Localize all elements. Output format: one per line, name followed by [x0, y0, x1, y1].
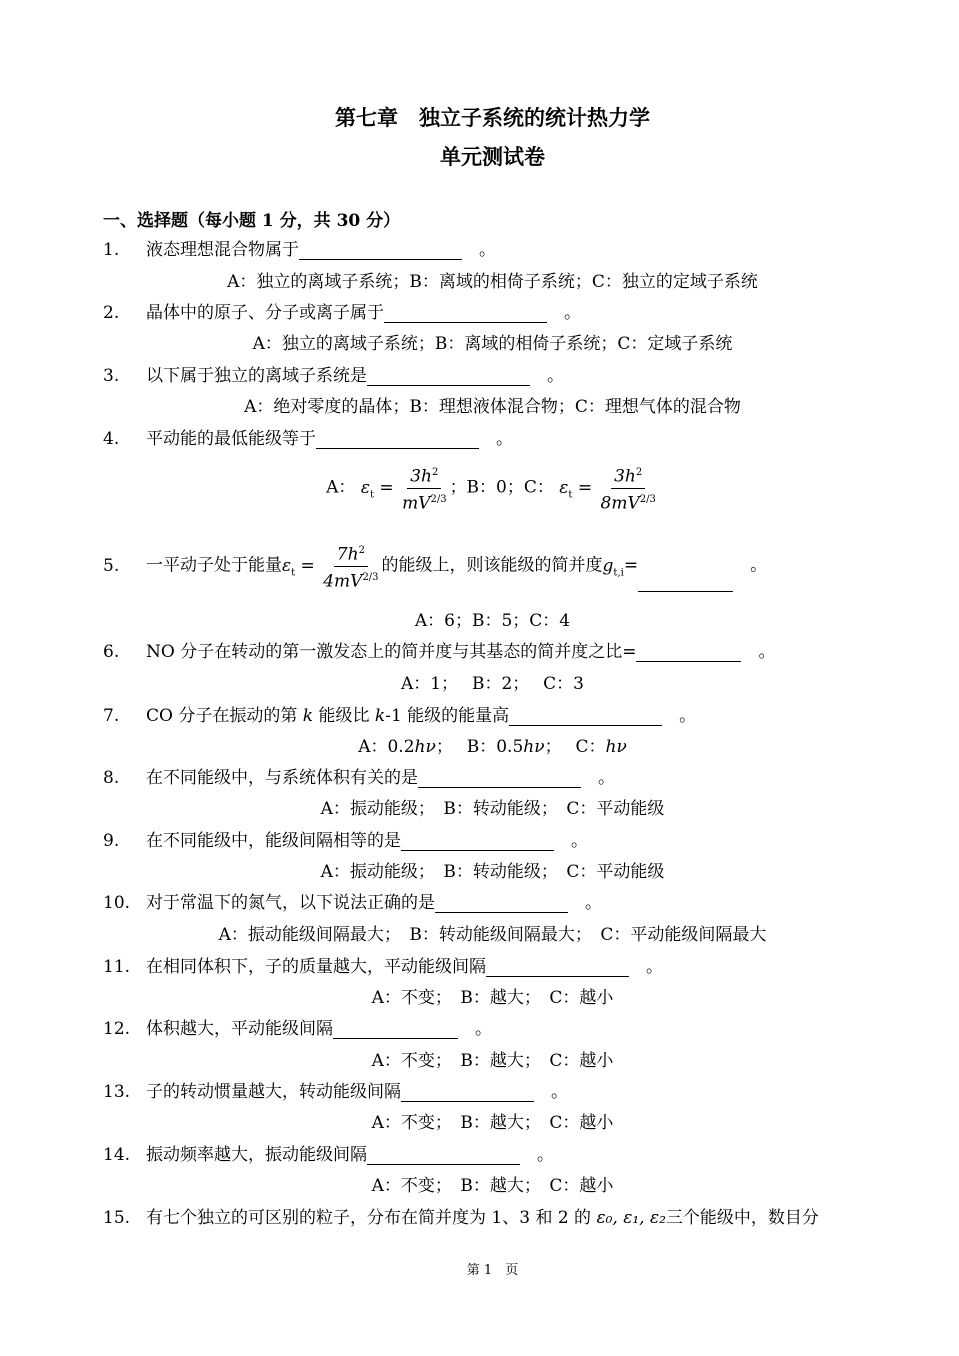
- page-title: 第七章 独立子系统的统计热力学: [335, 106, 650, 130]
- answer-blank[interactable]: [486, 958, 629, 977]
- answer-blank[interactable]: [435, 894, 568, 913]
- question-1: 1. 液态理想混合物属于 。: [103, 240, 496, 260]
- answer-blank[interactable]: [299, 241, 462, 260]
- question-11: 11. 在相同体积下，子的质量越大，平动能级间隔 。: [103, 957, 663, 977]
- epsilon-t-symbol: $\varepsilon_t$ =: [559, 477, 598, 501]
- question-number: 6.: [103, 642, 120, 662]
- question-text: 晶体中的原子、分子或离子属于: [146, 303, 384, 323]
- epsilon-t-symbol: $\varepsilon_t$ =: [282, 555, 321, 579]
- answer-blank[interactable]: [367, 367, 530, 386]
- question-10: 10. 对于常温下的氮气，以下说法正确的是 。: [103, 893, 602, 913]
- question-number: 12.: [103, 1019, 131, 1039]
- degeneracy-symbol: $g_{t,i}$: [602, 555, 624, 579]
- answer-blank[interactable]: [384, 304, 547, 323]
- question-14: 14. 振动频率越大，振动能级间隔 。: [103, 1145, 554, 1165]
- question-6: 6. NO 分子在转动的第一激发态上的简并度与其基态的简并度之比= 。: [103, 642, 776, 662]
- question-text: 对于常温下的氮气，以下说法正确的是: [146, 893, 435, 913]
- answer-blank[interactable]: [316, 430, 479, 449]
- question-4: 4. 平动能的最低能级等于 。: [103, 429, 513, 449]
- answer-blank[interactable]: [401, 1083, 534, 1102]
- formula-fraction: $\frac{3h^2}{8mV^{2/3}}$: [598, 462, 659, 514]
- question-number: 15.: [103, 1208, 131, 1228]
- question-options: A：1； B：2； C：3: [400, 674, 585, 694]
- question-options: A：不变； B：越大； C：越小: [371, 1176, 614, 1196]
- question-number: 10.: [103, 893, 131, 913]
- question-text: 子的转动惯量越大，转动能级间隔: [146, 1082, 401, 1102]
- question-options: A：独立的离域子系统；B：离域的相倚子系统；C：定域子系统: [252, 334, 733, 354]
- page-subtitle: 单元测试卷: [440, 145, 545, 169]
- question-15: 15. 有七个独立的可区别的粒子，分布在简并度为 1、3 和 2 的 ε₀, ε₁, ε₂三个能级中，数目分: [103, 1208, 819, 1228]
- answer-blank[interactable]: [418, 769, 581, 788]
- question-8: 8. 在不同能级中，与系统体积有关的是 。: [103, 768, 615, 788]
- question-options: A：振动能级间隔最大； B：转动能级间隔最大； C：平动能级间隔最大: [218, 925, 767, 945]
- question-options: A：不变； B：越大； C：越小: [371, 1113, 614, 1133]
- formula-fraction: $\frac{3h^2}{mV^{2/3}}$: [399, 462, 450, 514]
- section-heading: 一、选择题（每小题 1 分，共 30 分）: [103, 211, 401, 231]
- question-options: A：绝对零度的晶体；B：理想液体混合物；C：理想气体的混合物: [244, 397, 741, 417]
- question-options: A：6；B：5；C：4: [414, 611, 571, 631]
- question-options: A：不变； B：越大； C：越小: [371, 988, 614, 1008]
- question-number: 9.: [103, 831, 120, 851]
- question-number: 7.: [103, 706, 120, 726]
- question-text: 在不同能级中，与系统体积有关的是: [146, 768, 418, 788]
- page-footer: 第 1 页: [466, 1263, 519, 1278]
- question-number: 1.: [103, 240, 120, 260]
- question-number: 14.: [103, 1145, 131, 1165]
- question-options: A：振动能级； B：转动能级； C：平动能级: [320, 862, 665, 882]
- question-7-options: A：0.2hν； B：0.5hν； C：hν: [358, 737, 627, 757]
- question-text: 液态理想混合物属于: [146, 240, 299, 260]
- question-text: 平动能的最低能级等于: [146, 429, 316, 449]
- question-text: 以下属于独立的离域子系统是: [146, 366, 367, 386]
- answer-blank[interactable]: [638, 573, 733, 592]
- answer-blank[interactable]: [333, 1020, 458, 1039]
- answer-blank[interactable]: [509, 707, 662, 726]
- question-options: A：振动能级； B：转动能级； C：平动能级: [320, 799, 665, 819]
- question-options: A：独立的离域子系统；B：离域的相倚子系统；C：独立的定域子系统: [227, 272, 758, 292]
- question-number: 13.: [103, 1082, 131, 1102]
- question-text: 在相同体积下，子的质量越大，平动能级间隔: [146, 957, 486, 977]
- question-number: 8.: [103, 768, 120, 788]
- question-text: 体积越大，平动能级间隔: [146, 1019, 333, 1039]
- energy-levels: ε₀, ε₁, ε₂: [596, 1208, 666, 1228]
- question-number: 11.: [103, 957, 131, 977]
- question-text: 在不同能级中，能级间隔相等的是: [146, 831, 401, 851]
- question-7: 7. CO 分子在振动的第 k 能级比 k-1 能级的能量高 。: [103, 706, 697, 726]
- question-text: NO 分子在转动的第一激发态上的简并度与其基态的简并度之比=: [146, 642, 637, 662]
- answer-blank[interactable]: [636, 643, 741, 662]
- question-13: 13. 子的转动惯量越大，转动能级间隔 。: [103, 1082, 568, 1102]
- question-3: 3. 以下属于独立的离域子系统是 。: [103, 366, 564, 386]
- question-12: 12. 体积越大，平动能级间隔 。: [103, 1019, 492, 1039]
- question-options: A：不变； B：越大； C：越小: [371, 1051, 614, 1071]
- answer-blank[interactable]: [401, 832, 554, 851]
- question-number: 2.: [103, 303, 120, 323]
- answer-blank[interactable]: [367, 1146, 520, 1165]
- question-2: 2. 晶体中的原子、分子或离子属于 。: [103, 303, 581, 323]
- question-number: 3.: [103, 366, 120, 386]
- question-number: 5.: [103, 555, 120, 576]
- question-text: 振动频率越大，振动能级间隔: [146, 1145, 367, 1165]
- question-4-options: A： $\varepsilon_t$ = $\frac{3h^2}{mV^{2/3}}$ ；B：0；C： $\varepsilon_t$ = $\frac{3h^2}{8mV^{2/3}}$: [0, 462, 959, 514]
- question-number: 4.: [103, 429, 120, 449]
- epsilon-t-symbol: $\varepsilon_t$ =: [360, 477, 400, 501]
- formula-fraction: $\frac{7h^2}{4mV^{2/3}}$: [320, 540, 381, 592]
- question-5: 5. 一平动子处于能量$\varepsilon_t$ = $\frac{7h^2}{4mV^{2/3}}$ 的能级上，则该能级的简并度$g_{t,i}=$ 。: [103, 540, 767, 592]
- question-9: 9. 在不同能级中，能级间隔相等的是 。: [103, 831, 588, 851]
